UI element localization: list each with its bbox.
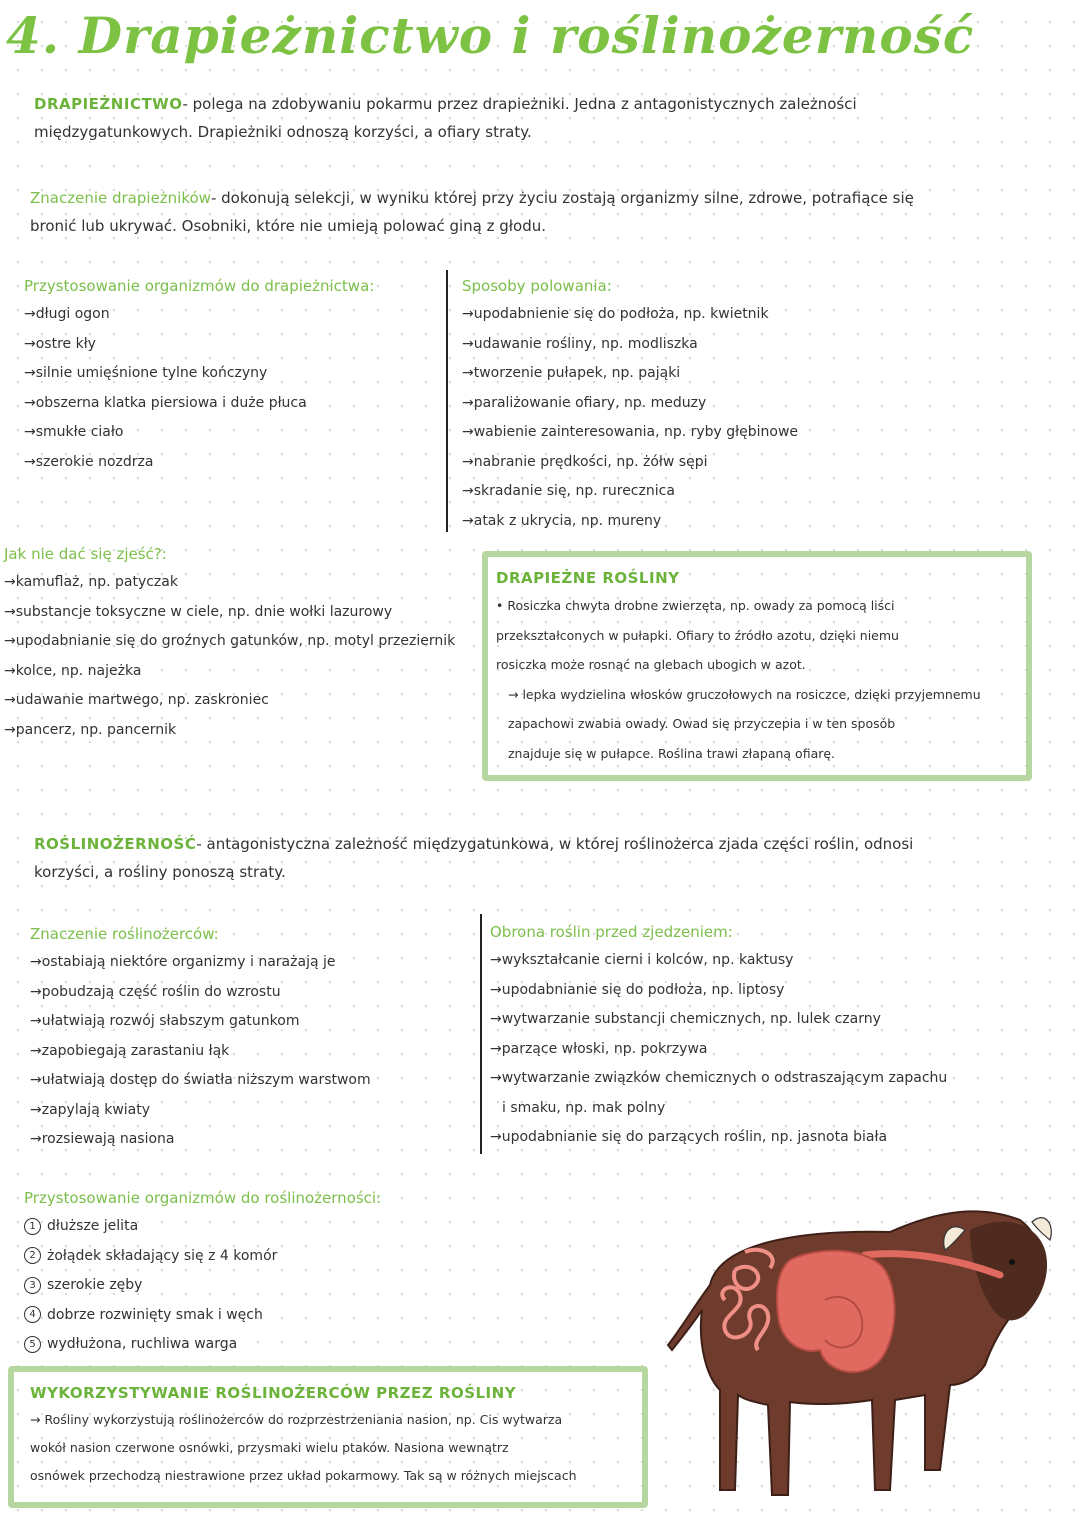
list-item: → smukłe ciało (24, 418, 434, 448)
list-item: i smaku, np. mak polny (502, 1099, 666, 1116)
herb-adaptations-heading: Przystosowanie organizmów do roślinożerności: (24, 1189, 382, 1207)
list-item: → pancerz, np. pancernik (4, 716, 474, 746)
list-item: → silnie umięśnione tylne kończyny (24, 359, 434, 389)
predation-text-2: międzygatunkowych. Drapieżniki odnoszą korzyści, a ofiary straty. (34, 123, 532, 141)
carnivorous-line: zapachowi zwabia owady. Owad się przyczepia i w ten sposób (508, 716, 896, 731)
list-item: → wabienie zainteresowania, np. ryby głębinowe (462, 418, 1062, 448)
eye-icon (1009, 1259, 1015, 1265)
number-badge: 1 (24, 1218, 41, 1235)
list-item: → tworzenie pułapek, np. pająki (462, 359, 1062, 389)
significance-term: Znaczenie drapieżników (30, 189, 211, 207)
list-item: → wykształcanie cierni i kolców, np. kaktusy (490, 946, 1070, 976)
number-badge: 5 (24, 1336, 41, 1353)
herbivore-adaptations (24, 1184, 544, 1360)
plant-use-box (8, 1366, 648, 1508)
carnivorous-line: → lepka wydzielina włosków gruczołowych na rosiczce, dzięki przyjemnemu (508, 686, 981, 702)
number-badge: 3 (24, 1277, 41, 1294)
list-item: → wytwarzanie substancji chemicznych, np. lulek czarny (490, 1005, 1070, 1035)
list-item: 3 szerokie zęby (24, 1271, 544, 1301)
list-item: → ułatwiają rozwój słabszym gatunkom (30, 1007, 470, 1037)
list-item: → upodabnianie się do podłoża, np. liptosy (490, 976, 1070, 1006)
page-title: 4. Drapieżnictwo i roślinożerność (6, 6, 975, 65)
list-item: 2 żołądek składający się z 4 komór (24, 1242, 544, 1272)
herb-significance-heading: Znaczenie roślinożerców: (30, 925, 219, 943)
list-item: → paraliżowanie ofiary, np. meduzy (462, 389, 1062, 419)
plant-defense-heading: Obrona roślin przed zjedzeniem: (490, 923, 733, 941)
list-item: → udawanie rośliny, np. modliszka (462, 330, 1062, 360)
list-item: → atak z ukrycia, np. mureny (462, 507, 1062, 537)
carnivorous-line: znajduje się w pułapce. Roślina trawi złapaną ofiarę. (508, 745, 836, 761)
number-badge: 2 (24, 1247, 41, 1264)
column-divider (480, 914, 482, 1154)
list-item: → długi ogon (24, 300, 434, 330)
adaptations-heading: Przystosowanie organizmów do drapieżnictwa: (24, 277, 375, 295)
list-item: → upodabnianie się do groźnych gatunków, np. motyl przeziernik (4, 627, 474, 657)
predation-definition (34, 90, 1054, 146)
number-badge: 4 (24, 1306, 41, 1323)
list-item: → upodabnianie się do parzących roślin, np. jasnota biała (490, 1123, 1070, 1153)
list-item: → kolce, np. najeżka (4, 657, 474, 687)
hunting-methods (462, 272, 1062, 536)
predator-significance (30, 184, 1060, 240)
herbivory-text-1: - antagonistyczna zależność międzygatunkowa, w której roślinożerca zjada części roślin, odnosi (196, 835, 914, 853)
list-item: → obszerna klatka piersiowa i duże płuca (24, 389, 434, 419)
list-item: → szerokie nozdrza (24, 448, 434, 478)
list-item: 1 dłuższe jelita (24, 1212, 544, 1242)
list-item: → substancje toksyczne w ciele, np. dnie wołki lazurowy (4, 598, 474, 628)
significance-text-2: bronić lub ukrywać. Osobniki, które nie umieją polować giną z głodu. (30, 217, 547, 235)
list-item: → kamuflaż, np. patyczak (4, 568, 474, 598)
column-divider (446, 270, 448, 532)
list-item: → parzące włoski, np. pokrzywa (490, 1035, 1070, 1065)
herbivory-text-2: korzyści, a rośliny ponoszą straty. (34, 863, 286, 881)
list-item: → ułatwiają dostęp do światła niższym warstwom (30, 1066, 470, 1096)
list-item: → zapobiegają zarastaniu łąk (30, 1037, 470, 1067)
use-box-line: osnówek przechodzą niestrawione przez układ pokarmowy. Tak są w różnych miejscach (30, 1468, 577, 1483)
list-item: → ostre kły (24, 330, 434, 360)
predation-term: DRAPIEŻNICTWO (34, 95, 183, 113)
herbivory-definition (34, 830, 1064, 886)
use-box-line: wokół nasion czerwone osnówki, przysmaki wielu ptaków. Nasiona wewnątrz (30, 1440, 509, 1455)
use-box-heading: WYKORZYSTYWANIE ROŚLINOŻERCÓW PRZEZ ROŚLINY (30, 1384, 517, 1402)
list-item: → upodabnienie się do podłoża, np. kwietnik (462, 300, 1062, 330)
bison-digestive-illustration (640, 1190, 1060, 1520)
predation-text-1: - polega na zdobywaniu pokarmu przez drapieżniki. Jedna z antagonistycznych zależności (182, 95, 857, 113)
plant-defense (490, 918, 1070, 1153)
carnivorous-plants-box (482, 551, 1032, 781)
list-item: 4 dobrze rozwinięty smak i węch (24, 1301, 544, 1331)
hunting-heading: Sposoby polowania: (462, 277, 612, 295)
list-item: → nabranie prędkości, np. żółw sępi (462, 448, 1062, 478)
herbivory-term: ROŚLINOŻERNOŚĆ (34, 835, 197, 853)
list-item: → wytwarzanie związków chemicznych o odstraszającym zapachu (490, 1064, 1070, 1094)
carnivorous-line: rosiczka może rosnąć na glebach ubogich w azot. (496, 657, 806, 672)
list-item: → pobudzają część roślin do wzrostu (30, 978, 470, 1008)
prey-defense (4, 540, 474, 745)
defense-heading: Jak nie dać się zjeść?: (4, 545, 167, 563)
list-item: → udawanie martwego, np. zaskroniec (4, 686, 474, 716)
use-box-line: → Rośliny wykorzystują roślinożerców do rozprzestrzeniania nasion, np. Cis wytwarza (30, 1412, 563, 1427)
significance-text-1: - dokonują selekcji, w wyniku której przy życiu zostają organizmy silne, zdrowe, potrafiące się (210, 189, 914, 207)
list-item: → rozsiewają nasiona (30, 1125, 470, 1155)
carnivorous-heading: DRAPIEŻNE ROŚLINY (496, 569, 680, 587)
predation-adaptations (24, 272, 434, 477)
herbivore-significance (30, 920, 470, 1155)
carnivorous-line: przekształconych w pułapki. Ofiary to źródło azotu, dzięki niemu (496, 627, 899, 643)
carnivorous-line: • Rosiczka chwyta drobne zwierzęta, np. owady za pomocą liści (496, 598, 895, 613)
list-item: → ostabiają niektóre organizmy i narażają je (30, 948, 470, 978)
list-item: → skradanie się, np. rurecznica (462, 477, 1062, 507)
list-item: 5 wydłużona, ruchliwa warga (24, 1330, 544, 1360)
list-item: → zapylają kwiaty (30, 1096, 470, 1126)
